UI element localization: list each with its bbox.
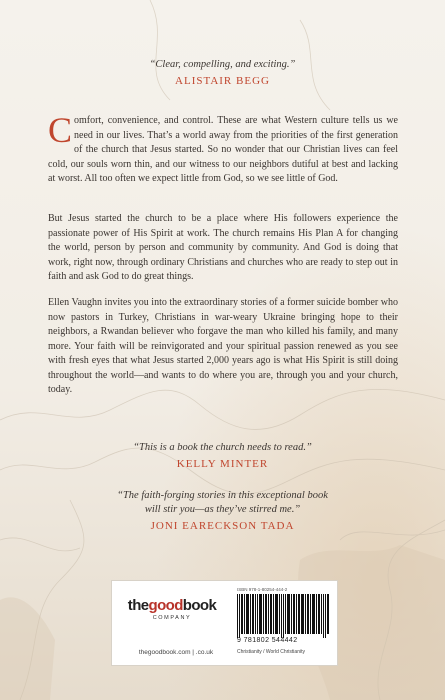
publisher-barcode-panel [111, 580, 338, 666]
publisher-logo-company: COMPANY [152, 615, 192, 621]
book-category: Christianity / World Christianity [237, 649, 305, 655]
endorsement-quote-3-line-2: will stir you—as they’ve stirred me.” [144, 504, 301, 515]
logo-the: the [127, 597, 149, 614]
blurb-paragraph-3: Ellen Vaughn invites you into the extraordinary stories of a former suicide bomber who now pastors in Turkey, Christians in war-weary Ukraine bringing hope to their neighbors, a Rwandan believer who forgave the man who killed his family, and many more. Your faith will be reinvigorated and your spiritual passion renewed as you see with fresh eyes that what Jesus started 2,000 years ago is what His Spirit is still doing throughout the world—and wants to do where you are, through you and your church, today. [48, 297, 398, 395]
isbn-text: ISBN 978-1-80254-444-2 [237, 587, 288, 592]
blurb-paragraph-1-text: omfort, convenience, and control. These are what Western culture tells us we need in our lives. That’s a world away from the priorities of the first generation of the church that Jesus started. So no wonder that our Christian lives can feel cold, our souls worn thin, and our witness to our neighbors dutiful at best and lacking at worst. All too often we expect little from God, so we see little of God. [48, 115, 398, 184]
barcode-image [237, 594, 329, 638]
endorsement-author-3: JONI EARECKSON TADA [150, 520, 295, 532]
endorsement-author-1: ALISTAIR BEGG [175, 75, 270, 87]
blurb-paragraph-2: But Jesus started the church to be a place where His followers experience the passionate power of His Spirit at work. The church remains His Plan A for changing the world, person by person and community by community. And God is doing that work, right now, through ordinary Christians and churches who are ready to step out in faith and ask God to do great things. [48, 213, 398, 282]
endorsement-quote-2: “This is a book the church needs to read.” [133, 442, 312, 453]
endorsement-quote-1: “Clear, compelling, and exciting.” [149, 59, 296, 70]
publisher-website: thegoodbook.com | .co.uk [138, 649, 214, 656]
logo-book: book [182, 597, 217, 614]
barcode-number: 9 781802 544442 [237, 637, 298, 644]
endorsement-author-2: KELLY MINTER [176, 458, 269, 470]
logo-good: good [148, 597, 183, 614]
blurb-paragraph-1 [48, 110, 398, 187]
publisher-logo-wordmark [122, 598, 222, 614]
publisher-logo [122, 598, 222, 621]
dropcap: C [48, 110, 73, 150]
endorsement-quote-3-line-1: “The faith-forging stories in this exceptional book [117, 490, 328, 501]
